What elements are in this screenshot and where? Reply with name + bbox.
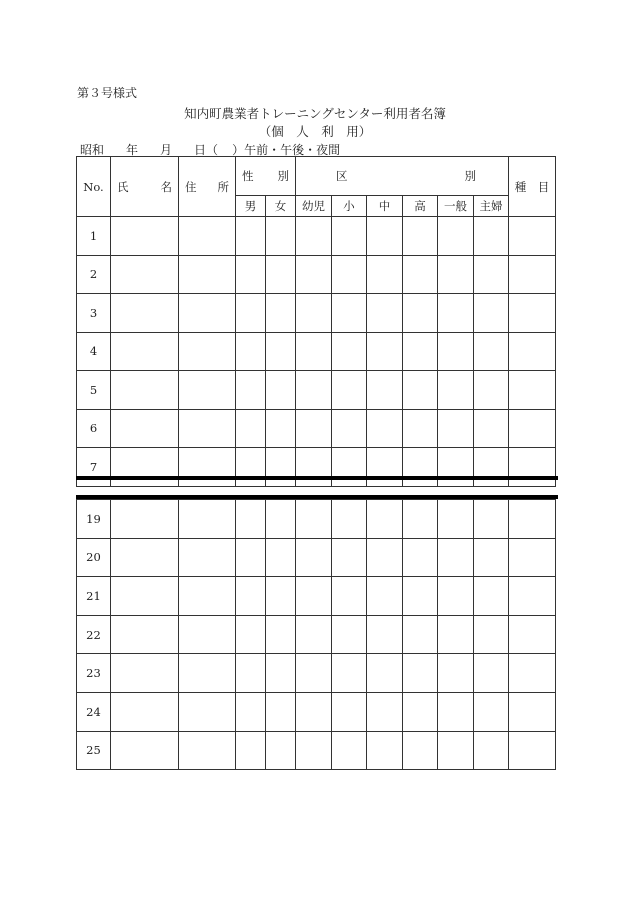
entry-cell[interactable] bbox=[509, 217, 556, 256]
entry-cell[interactable] bbox=[179, 538, 236, 577]
entry-cell[interactable] bbox=[266, 332, 296, 371]
entry-cell[interactable] bbox=[332, 217, 367, 256]
entry-cell[interactable] bbox=[111, 500, 179, 539]
entry-cell[interactable] bbox=[474, 731, 509, 770]
entry-cell[interactable] bbox=[236, 731, 266, 770]
row-number: 21 bbox=[77, 577, 111, 616]
entry-cell[interactable] bbox=[266, 255, 296, 294]
entry-cell[interactable] bbox=[236, 654, 266, 693]
entry-cell[interactable] bbox=[179, 294, 236, 333]
header-high: 高 bbox=[403, 196, 438, 217]
table-row bbox=[77, 615, 556, 654]
entry-cell[interactable] bbox=[179, 731, 236, 770]
entry-cell[interactable] bbox=[332, 409, 367, 448]
entry-cell[interactable] bbox=[509, 538, 556, 577]
entry-cell[interactable] bbox=[179, 654, 236, 693]
entry-cell[interactable] bbox=[403, 577, 438, 616]
table-row bbox=[77, 692, 556, 731]
entry-cell[interactable] bbox=[236, 538, 266, 577]
entry-cell[interactable] bbox=[179, 332, 236, 371]
table-row bbox=[77, 731, 556, 770]
entry-cell[interactable] bbox=[266, 500, 296, 539]
entry-cell[interactable] bbox=[236, 371, 266, 410]
entry-cell[interactable] bbox=[332, 731, 367, 770]
entry-cell[interactable] bbox=[438, 294, 474, 333]
entry-cell[interactable] bbox=[296, 332, 332, 371]
entry-cell[interactable] bbox=[111, 448, 179, 487]
roster-table-bottom bbox=[76, 499, 556, 770]
entry-cell[interactable] bbox=[438, 217, 474, 256]
entry-cell[interactable] bbox=[332, 615, 367, 654]
table-row bbox=[77, 255, 556, 294]
entry-cell[interactable] bbox=[296, 371, 332, 410]
entry-cell[interactable] bbox=[403, 731, 438, 770]
entry-cell[interactable] bbox=[332, 577, 367, 616]
entry-cell[interactable] bbox=[266, 654, 296, 693]
row-number: 6 bbox=[77, 409, 111, 448]
entry-cell[interactable] bbox=[509, 294, 556, 333]
entry-cell[interactable] bbox=[403, 255, 438, 294]
break-line-top bbox=[76, 476, 558, 480]
entry-cell[interactable] bbox=[367, 255, 403, 294]
entry-cell[interactable] bbox=[296, 217, 332, 256]
entry-cell[interactable] bbox=[474, 615, 509, 654]
row-number: 4 bbox=[77, 332, 111, 371]
entry-cell[interactable] bbox=[403, 371, 438, 410]
period-options: 午前・午後・夜間 bbox=[244, 143, 341, 157]
header-infant: 幼児 bbox=[296, 196, 332, 217]
entry-cell[interactable] bbox=[474, 577, 509, 616]
entry-cell[interactable] bbox=[111, 217, 179, 256]
roster-table-top bbox=[76, 156, 556, 487]
row-number: 24 bbox=[77, 692, 111, 731]
entry-cell[interactable] bbox=[236, 615, 266, 654]
table-row bbox=[77, 371, 556, 410]
header-category: 区 別 bbox=[296, 157, 509, 196]
entry-cell[interactable] bbox=[266, 294, 296, 333]
entry-cell[interactable] bbox=[509, 500, 556, 539]
year-label: 年 bbox=[126, 143, 139, 157]
entry-cell[interactable] bbox=[474, 538, 509, 577]
entry-cell[interactable] bbox=[266, 692, 296, 731]
entry-cell[interactable] bbox=[111, 577, 179, 616]
entry-cell[interactable] bbox=[438, 332, 474, 371]
entry-cell[interactable] bbox=[111, 371, 179, 410]
table-row bbox=[77, 538, 556, 577]
entry-cell[interactable] bbox=[367, 615, 403, 654]
entry-cell[interactable] bbox=[474, 654, 509, 693]
entry-cell[interactable] bbox=[236, 217, 266, 256]
entry-cell[interactable] bbox=[266, 217, 296, 256]
header-address: 住 所 bbox=[179, 157, 236, 217]
entry-cell[interactable] bbox=[509, 615, 556, 654]
table-row bbox=[77, 654, 556, 693]
header-sport-type: 種 目 bbox=[509, 157, 556, 217]
entry-cell[interactable] bbox=[474, 255, 509, 294]
entry-cell[interactable] bbox=[111, 692, 179, 731]
table-row bbox=[77, 577, 556, 616]
entry-cell[interactable] bbox=[296, 448, 332, 487]
entry-cell[interactable] bbox=[509, 731, 556, 770]
entry-cell[interactable] bbox=[509, 654, 556, 693]
entry-cell[interactable] bbox=[438, 255, 474, 294]
entry-cell[interactable] bbox=[438, 731, 474, 770]
entry-cell[interactable] bbox=[266, 577, 296, 616]
header-male: 男 bbox=[236, 196, 266, 217]
entry-cell[interactable] bbox=[296, 294, 332, 333]
entry-cell[interactable] bbox=[111, 538, 179, 577]
entry-cell[interactable] bbox=[332, 500, 367, 539]
entry-cell[interactable] bbox=[367, 654, 403, 693]
row-number: 23 bbox=[77, 654, 111, 693]
entry-cell[interactable] bbox=[266, 615, 296, 654]
table-row bbox=[77, 448, 556, 487]
entry-cell[interactable] bbox=[266, 409, 296, 448]
entry-cell[interactable] bbox=[296, 577, 332, 616]
header-housewife: 主婦 bbox=[474, 196, 509, 217]
entry-cell[interactable] bbox=[474, 448, 509, 487]
header-name: 氏 名 bbox=[111, 157, 179, 217]
entry-cell[interactable] bbox=[403, 217, 438, 256]
header-no: No. bbox=[77, 157, 111, 217]
entry-cell[interactable] bbox=[367, 409, 403, 448]
entry-cell[interactable] bbox=[236, 692, 266, 731]
entry-cell[interactable] bbox=[403, 409, 438, 448]
entry-cell[interactable] bbox=[266, 371, 296, 410]
entry-cell[interactable] bbox=[367, 731, 403, 770]
entry-cell[interactable] bbox=[111, 332, 179, 371]
entry-cell[interactable] bbox=[236, 255, 266, 294]
entry-cell[interactable] bbox=[367, 294, 403, 333]
entry-cell[interactable] bbox=[179, 615, 236, 654]
table-row bbox=[77, 217, 556, 256]
entry-cell[interactable] bbox=[179, 371, 236, 410]
entry-cell[interactable] bbox=[367, 332, 403, 371]
table-row bbox=[77, 409, 556, 448]
close-paren: ） bbox=[232, 143, 245, 157]
entry-cell[interactable] bbox=[332, 255, 367, 294]
entry-cell[interactable] bbox=[438, 500, 474, 539]
entry-cell[interactable] bbox=[266, 448, 296, 487]
entry-cell[interactable] bbox=[438, 371, 474, 410]
entry-cell[interactable] bbox=[236, 577, 266, 616]
entry-cell[interactable] bbox=[403, 538, 438, 577]
document-title: 知内町農業者トレーニングセンター利用者名簿 bbox=[184, 106, 446, 121]
entry-cell[interactable] bbox=[367, 371, 403, 410]
entry-cell[interactable] bbox=[296, 654, 332, 693]
table-row bbox=[77, 332, 556, 371]
header-female: 女 bbox=[266, 196, 296, 217]
row-number: 22 bbox=[77, 615, 111, 654]
entry-cell[interactable] bbox=[403, 294, 438, 333]
row-number: 3 bbox=[77, 294, 111, 333]
entry-cell[interactable] bbox=[509, 448, 556, 487]
entry-cell[interactable] bbox=[296, 692, 332, 731]
entry-cell[interactable] bbox=[179, 448, 236, 487]
entry-cell[interactable] bbox=[236, 294, 266, 333]
entry-cell[interactable] bbox=[111, 731, 179, 770]
entry-cell[interactable] bbox=[438, 654, 474, 693]
entry-cell[interactable] bbox=[332, 692, 367, 731]
entry-cell[interactable] bbox=[236, 332, 266, 371]
entry-cell[interactable] bbox=[509, 255, 556, 294]
header-general: 一般 bbox=[438, 196, 474, 217]
entry-cell[interactable] bbox=[474, 692, 509, 731]
entry-cell[interactable] bbox=[111, 654, 179, 693]
entry-cell[interactable] bbox=[111, 255, 179, 294]
header-gender: 性 別 bbox=[236, 157, 296, 196]
entry-cell[interactable] bbox=[296, 500, 332, 539]
header-elementary: 小 bbox=[332, 196, 367, 217]
entry-cell[interactable] bbox=[403, 500, 438, 539]
entry-cell[interactable] bbox=[236, 500, 266, 539]
entry-cell[interactable] bbox=[438, 409, 474, 448]
entry-cell[interactable] bbox=[509, 371, 556, 410]
era-label: 昭和 bbox=[80, 143, 105, 157]
entry-cell[interactable] bbox=[179, 409, 236, 448]
entry-cell[interactable] bbox=[509, 332, 556, 371]
entry-cell[interactable] bbox=[509, 409, 556, 448]
row-number: 19 bbox=[77, 500, 111, 539]
entry-cell[interactable] bbox=[367, 500, 403, 539]
entry-cell[interactable] bbox=[179, 255, 236, 294]
entry-cell[interactable] bbox=[332, 332, 367, 371]
entry-cell[interactable] bbox=[474, 294, 509, 333]
entry-cell[interactable] bbox=[367, 538, 403, 577]
entry-cell[interactable] bbox=[474, 371, 509, 410]
entry-cell[interactable] bbox=[474, 332, 509, 371]
entry-cell[interactable] bbox=[474, 500, 509, 539]
entry-cell[interactable] bbox=[367, 448, 403, 487]
row-number: 7 bbox=[77, 448, 111, 487]
entry-cell[interactable] bbox=[403, 332, 438, 371]
entry-cell[interactable] bbox=[236, 448, 266, 487]
entry-cell[interactable] bbox=[296, 615, 332, 654]
entry-cell[interactable] bbox=[332, 448, 367, 487]
entry-cell[interactable] bbox=[332, 654, 367, 693]
entry-cell[interactable] bbox=[367, 217, 403, 256]
entry-cell[interactable] bbox=[111, 615, 179, 654]
entry-cell[interactable] bbox=[509, 692, 556, 731]
entry-cell[interactable] bbox=[438, 448, 474, 487]
row-number: 25 bbox=[77, 731, 111, 770]
row-number: 2 bbox=[77, 255, 111, 294]
entry-cell[interactable] bbox=[367, 692, 403, 731]
row-number: 1 bbox=[77, 217, 111, 256]
entry-cell[interactable] bbox=[296, 538, 332, 577]
entry-cell[interactable] bbox=[266, 731, 296, 770]
entry-cell[interactable] bbox=[403, 615, 438, 654]
month-label: 月 bbox=[160, 143, 173, 157]
entry-cell[interactable] bbox=[179, 217, 236, 256]
entry-cell[interactable] bbox=[236, 409, 266, 448]
entry-cell[interactable] bbox=[266, 538, 296, 577]
entry-cell[interactable] bbox=[179, 692, 236, 731]
entry-cell[interactable] bbox=[367, 577, 403, 616]
entry-cell[interactable] bbox=[474, 217, 509, 256]
header-junior-high: 中 bbox=[367, 196, 403, 217]
entry-cell[interactable] bbox=[332, 371, 367, 410]
entry-cell[interactable] bbox=[332, 538, 367, 577]
table-row bbox=[77, 294, 556, 333]
entry-cell[interactable] bbox=[438, 692, 474, 731]
entry-cell[interactable] bbox=[403, 448, 438, 487]
entry-cell[interactable] bbox=[438, 538, 474, 577]
entry-cell[interactable] bbox=[111, 409, 179, 448]
entry-cell[interactable] bbox=[474, 409, 509, 448]
entry-cell[interactable] bbox=[403, 692, 438, 731]
entry-cell[interactable] bbox=[438, 577, 474, 616]
entry-cell[interactable] bbox=[296, 731, 332, 770]
entry-cell[interactable] bbox=[179, 500, 236, 539]
document-subtitle: （個 人 利 用） bbox=[258, 124, 372, 139]
entry-cell[interactable] bbox=[111, 294, 179, 333]
row-number: 20 bbox=[77, 538, 111, 577]
form-number-label: 第３号様式 bbox=[77, 86, 138, 100]
entry-cell[interactable] bbox=[509, 577, 556, 616]
entry-cell[interactable] bbox=[179, 577, 236, 616]
table-row bbox=[77, 500, 556, 539]
row-number: 5 bbox=[77, 371, 111, 410]
entry-cell[interactable] bbox=[332, 294, 367, 333]
entry-cell[interactable] bbox=[296, 409, 332, 448]
entry-cell[interactable] bbox=[296, 255, 332, 294]
entry-cell[interactable] bbox=[403, 654, 438, 693]
entry-cell[interactable] bbox=[438, 615, 474, 654]
day-label: 日（ bbox=[194, 143, 219, 157]
